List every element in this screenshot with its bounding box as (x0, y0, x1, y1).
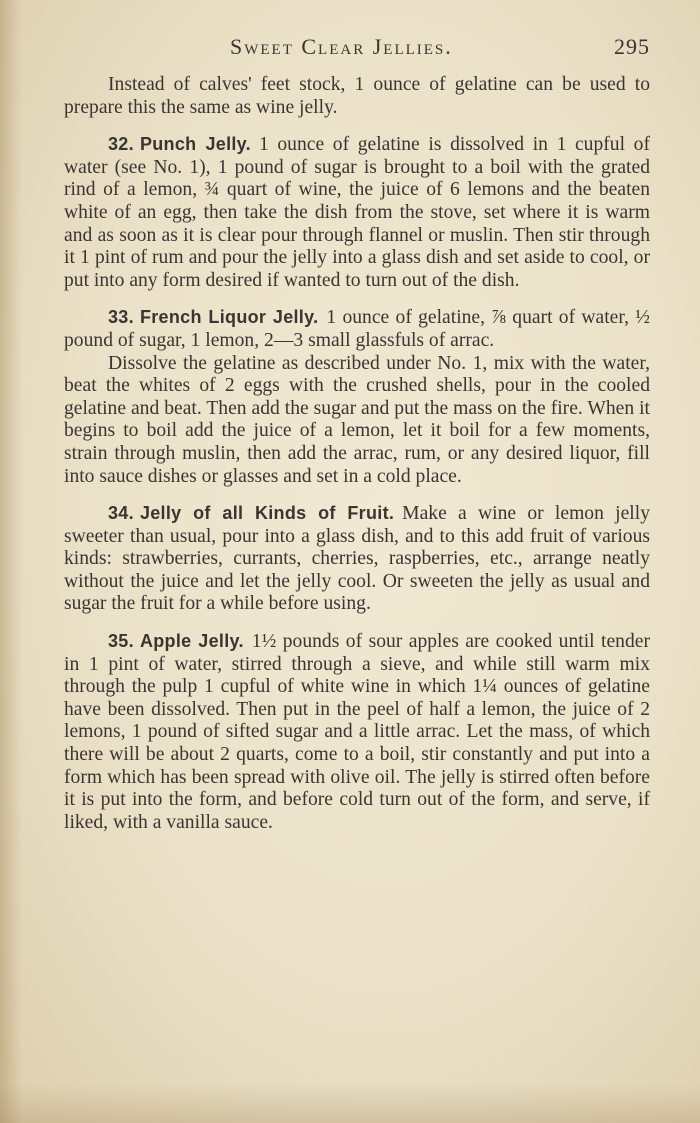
recipe-34 (64, 502, 650, 616)
intro-paragraph: Instead of calves' feet stock, 1 ounce of gelatine can be used to prepare this the same as wine jelly. (64, 74, 650, 118)
recipe-title: Punch Jelly. (139, 134, 251, 155)
recipe-32 (64, 133, 650, 292)
page-body (64, 74, 650, 834)
recipe-text: 1½ pounds of sour apples are cooked until tender in 1 pint of water, stirred through a sieve, and while still warm mix through the pulp 1 cupful of white wine in which 1¼ ounces of gelatine have been dissolved. Then put in the peel of half a lemon, the juice of 2 lemons, 1 pound of sifted sugar and a little arrac. Let the mass, of which there will be about 2 quarts, come to a boil, stir constantly and put into a form which has been spread with olive oil. The jelly is stirred often before it is put into the form, and before cold turn out of the form, and serve, if liked, with a vanilla sauce. (64, 631, 650, 833)
recipe-number: 33. (108, 307, 134, 328)
page-number: 295 (614, 34, 650, 59)
recipe-title: Apple Jelly. (139, 631, 244, 652)
recipe-33-method: Dissolve the gelatine as described under No. 1, mix with the water, beat the whites of 2 eggs with the crushed shells, pour in the cooled gelatine and beat. Then add the sugar and put the mass on the fire. When it begins to boil add the juice of a lemon, let it boil for a few moments, strain through muslin, then add the arrac, rum, or any desired liquor, fill into sauce dishes or glasses and set in a cold place. (64, 352, 650, 487)
recipe-33 (64, 306, 650, 352)
recipe-number: 35. (108, 631, 134, 652)
recipe-35 (64, 630, 650, 834)
recipe-number: 32. (108, 134, 134, 155)
running-title: Sweet Clear Jellies. (230, 34, 453, 59)
recipe-text: Make a wine or lemon jelly sweeter than usual, pour into a glass dish, and to this add fruit of various kinds: strawberries, currants, cherries, raspberries, etc., arrange neatly without the juice and let the jelly cool. Or sweeten the jelly as usual and sugar the fruit for a while before using. (64, 503, 650, 615)
page-header (60, 34, 650, 64)
recipe-title: French Liquor Jelly. (139, 307, 319, 328)
recipe-title: Jelly of all Kinds of Fruit. (139, 503, 395, 524)
recipe-text: 1 ounce of gelatine, ⅞ quart of water, ½ pound of sugar, 1 lemon, 2—3 small glassfuls of arrac. (64, 307, 650, 351)
recipe-number: 34. (108, 503, 134, 524)
recipe-text: 1 ounce of gelatine is dissolved in 1 cupful of water (see No. 1), 1 pound of sugar is brought to a boil with the grated rind of a lemon, ¾ quart of wine, the juice of 6 lemons and the beaten white of an egg, then take the dish from the stove, set where it is warm and as soon as it is clear pour through flannel or muslin. Then stir through it 1 pint of rum and pour the jelly into a glass dish and set aside to cool, or put into any form desired if wanted to turn out of the dish. (64, 134, 650, 291)
